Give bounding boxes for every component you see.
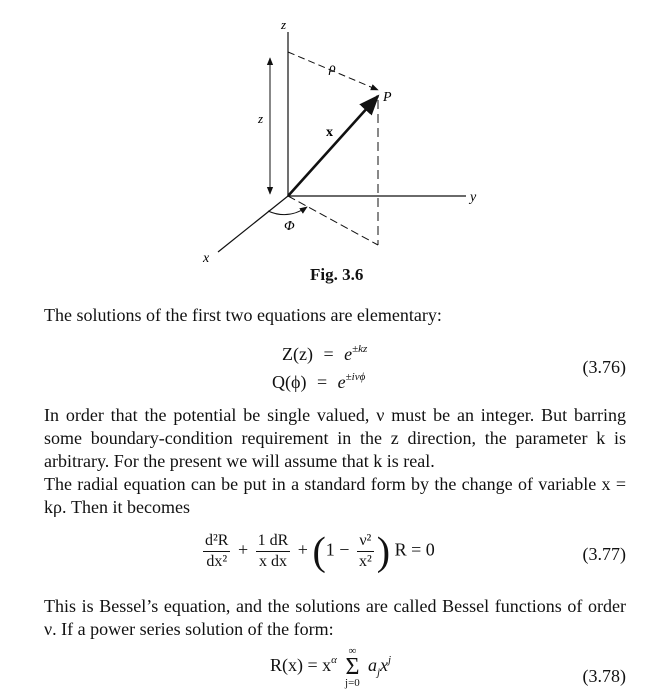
- projection-line: [288, 196, 378, 245]
- x-axis-label: x: [203, 251, 210, 262]
- equation-3-76-line-2: $Q(\phi) = e^{\pm i\nu\phi}$: [272, 371, 366, 392]
- paragraph-3: The radial equation can be put in a standard form by the change of variable x = kρ. Then it becomes: [44, 474, 626, 517]
- equation-number-3-78: (3.78): [582, 666, 626, 686]
- paragraph-1: The solutions of the first two equations are elementary:: [44, 305, 442, 325]
- rho-label: ρ: [329, 61, 336, 76]
- equation-3-77: $\frac{\text{d²R}}{\text{dx²}}$ + $\frac{1 dR}{\text{x dx}}$ + (1 − $\frac{\text{ν²}}{\text{x²}}$ ) R = 0: [205, 528, 435, 574]
- position-vector: [288, 96, 378, 196]
- equation-3-76-line-1: $Z(z) = e^{\pm kz}$: [282, 343, 368, 364]
- z-axis-label: z: [281, 17, 287, 32]
- vector-label: x: [326, 125, 333, 140]
- point-label: P: [383, 90, 392, 105]
- summation-sign: ∞ Σ j=0: [345, 645, 360, 689]
- x-axis-line: [218, 196, 288, 252]
- fraction-1-dr: $\frac{1 dR}{\text{x dx}}$: [257, 532, 289, 570]
- paragraph-2: In order that the potential be single valued, ν must be an integer. But barring some boundary-condition requirement in the z direction, the parameter k is arbitrary. For the present we will assume that k is real.: [44, 405, 626, 471]
- equation-number-3-77: (3.77): [582, 544, 626, 564]
- z-height-label: z: [258, 111, 264, 126]
- phi-label: Φ: [284, 219, 295, 234]
- figure-caption-text: Fig. 3.6: [310, 265, 364, 284]
- fraction-nu2-x2: $\frac{\text{ν²}}{\text{x²}}$: [358, 532, 372, 570]
- y-axis-label: y: [470, 190, 477, 205]
- figure-3-6: [0, 0, 658, 262]
- equation-number-3-76: (3.76): [582, 357, 626, 377]
- phi-arc: [268, 207, 307, 215]
- fraction-d2r-dx2: $\frac{\text{d²R}}{\text{dx²}}$: [205, 532, 229, 570]
- paragraph-4: This is Bessel’s equation, and the solutions are called Bessel functions of order ν. If a power series solution of the form:: [44, 596, 626, 639]
- equation-3-78: $R(x) = x^\alpha$ ∞ Σ j=0 $a_jx^j$: [270, 645, 392, 689]
